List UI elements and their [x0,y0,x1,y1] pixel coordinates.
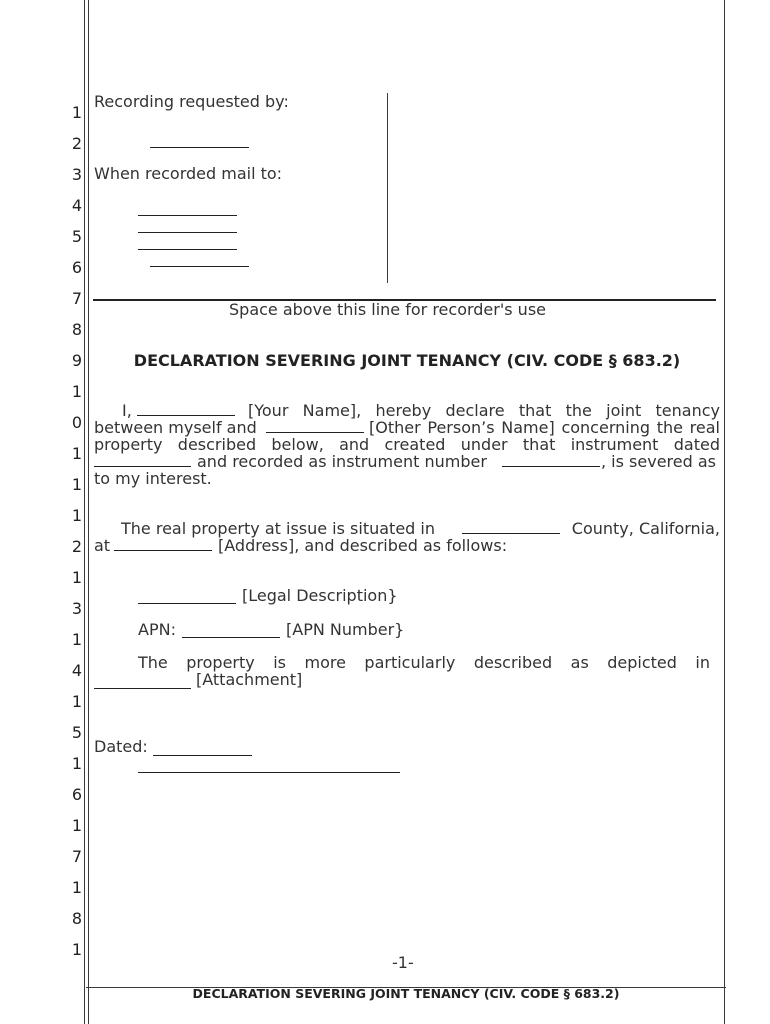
line-number: 5 [71,723,82,742]
p2-situated: The real property at issue is situated in [121,519,435,538]
mail-to-blank-3 [138,249,237,250]
line-number: 1 [71,692,82,711]
line-number: 9 [71,351,82,370]
p1-i: I, [122,401,132,420]
line-number: 4 [71,661,82,680]
attachment-label: [Attachment] [196,670,303,689]
county-blank [462,533,560,534]
recording-requested-label: Recording requested by: [94,92,289,111]
p1-recorded: and recorded as instrument number [197,452,487,471]
p1-line3: property described below, and created under that instrument dated [94,435,720,454]
line-number: 1 [71,568,82,587]
line-number: 3 [71,165,82,184]
instrument-date-blank [94,466,191,467]
p1-line5: to my interest. [94,469,212,488]
footer-title: DECLARATION SEVERING JOINT TENANCY (CIV. CODE § 683.2) [192,986,620,1001]
line-number: 2 [71,537,82,556]
apn-label: APN: [138,620,176,639]
line-number: 1 [71,754,82,773]
p2-address: [Address], and described as follows: [218,536,508,555]
signature-line [138,772,400,773]
p1-your-name: [Your Name], hereby declare that the joint tenancy [248,401,720,420]
apn-blank [182,637,280,638]
line-number: 8 [71,320,82,339]
right-margin-rule [724,0,725,1024]
line-number: 1 [71,506,82,525]
your-name-blank [137,415,235,416]
line-number: 0 [71,413,82,432]
line-number: 1 [71,878,82,897]
date-blank [153,755,252,756]
p2-county: County, California, [571,519,720,538]
depicted-line1 [138,654,710,671]
mail-to-label: When recorded mail to: [94,164,283,183]
attachment-blank [94,688,191,689]
recorder-note: Space above this line for recorder's use [229,300,546,319]
line-number: 2 [71,134,82,153]
instrument-number-blank [502,466,600,467]
line-number: 6 [71,258,82,277]
left-margin-rule-outer [84,0,85,1024]
line-number: 5 [71,227,82,246]
header-divider [387,93,388,283]
line-number: 3 [71,599,82,618]
legal-description: [Legal Description} [242,586,398,605]
document-title: DECLARATION SEVERING JOINT TENANCY (CIV. CODE § 683.2) [133,351,681,370]
line-number: 7 [71,847,82,866]
left-margin-rule-inner [88,0,89,1024]
line-number: 1 [71,816,82,835]
legal-description-blank [138,603,236,604]
line-number: 1 [71,103,82,122]
line-number: 1 [71,444,82,463]
p1-between: between myself and [94,418,257,437]
line-number: 6 [71,785,82,804]
line-number: 1 [71,940,82,959]
mail-to-blank-2 [138,232,237,233]
line-number: 7 [71,289,82,308]
line-number: 4 [71,196,82,215]
address-blank [114,550,212,551]
dated-label: Dated: [94,737,148,756]
requester-blank [150,147,249,148]
line-number: 1 [71,382,82,401]
depicted-text: The property is more particularly described as depicted in [138,653,710,672]
line-number: 8 [71,909,82,928]
apn-number: [APN Number} [286,620,405,639]
mail-to-blank-4 [150,266,249,267]
p1-other-name: [Other Person’s Name] concerning the real [369,418,720,437]
page-number: -1- [392,953,414,972]
line-number: 1 [71,475,82,494]
mail-to-blank-1 [138,215,237,216]
other-name-blank [266,432,364,433]
line-number: 1 [71,630,82,649]
p2-at: at [94,536,111,555]
p1-severed: , is severed as [601,452,716,471]
